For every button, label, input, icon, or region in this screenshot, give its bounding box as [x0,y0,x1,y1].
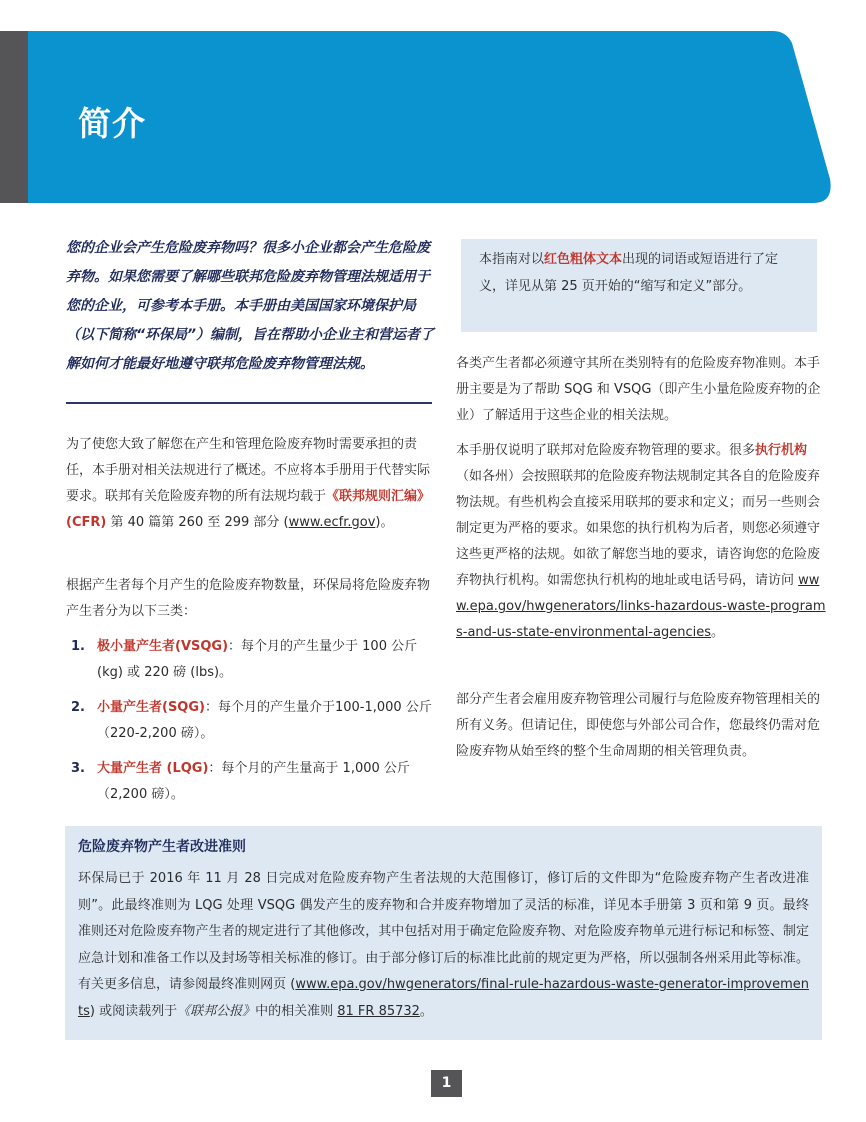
rule-box-body: 环保局已于 2016 年 11 月 28 日完成对危险废弃物产生者法规的大范围修订，修订后的文件即为“危险废弃物产生者改进准则”。此最终准则为 LQG 处理 VSQG 偶发产生的废弃物和合并废弃物增加了灵活的标准，详见本手册第 3 页和第 9 页。最终准则还对危险废弃物产生者的规定进行了其他修改，其中包括对用于确定危险废弃物、对危险废弃物单元进行标记和标签、制定应急计划和准备工作以及封场等相关标准的修订。由于部分修订后的标准比此前的规定更为严格，所以强制各州采用此等标准。有关更多信息，请参阅最终准则网页 (www.epa.gov/hwgenerators/final-rule-hazardous-waste-generator-improvements) 或阅读载列于《联邦公报》中的相关准则 81 FR 85732。 [78,871,809,1019]
list-item: 1. 极小量产生者(VSQG)：每个月的产生量少于 100 公斤 (kg) 或 220 磅 (lbs)。 [71,639,418,680]
cfr-term: 《联邦规则汇编》(CFR) [66,489,431,530]
enforcement-agency-term: 执行机构 [755,443,808,458]
lqg-term: 大量产生者 (LQG) [97,761,209,776]
rule-box-title: 危险废弃物产生者改进准则 [78,839,246,855]
category-rules-paragraph: 各类产生者都必须遵守其所在类别特有的危险废弃物准则。本手册主要是为了帮助 SQG 和 VSQG（即产生小量危险废弃物的企业）了解适用于这些企业的相关法规。 [456,356,821,423]
list-item: 3. 大量产生者 (LQG)：每个月的产生量高于 1,000 公斤（2,200 磅）。 [71,761,410,802]
generator-category-list [66,634,436,817]
header-side-tab [0,31,28,203]
sqg-term: 小量产生者(SQG) [97,700,205,715]
page-title: 简介 [78,104,146,143]
page-number: 1 [431,1070,462,1097]
definitions-note: 本指南对以红色粗体文本出现的词语或短语进行了定义，详见从第 25 页开始的“缩写和定义”部分。 [479,252,779,294]
categories-intro: 根据产生者每个月产生的危险废弃物数量，环保局将危险废弃物产生者分为以下三类： [66,578,431,619]
waste-company-paragraph: 部分产生者会雇用废弃物管理公司履行与危险废弃物管理相关的所有义务。但请记住，即使您与外部公司合作，您最终仍需对危险废弃物从始至终的整个生命周期的相关管理负责。 [456,692,821,759]
header-banner [28,31,834,203]
list-item: 2. 小量产生者(SQG)：每个月的产生量介于100-1,000 公斤（220-2,200 磅）。 [71,700,432,741]
federal-register-link[interactable]: 81 FR 85732 [337,1003,420,1019]
vsqg-term: 极小量产生者(VSQG) [97,639,229,654]
intro-paragraph: 您的企业会产生危险废弃物吗？很多小企业都会产生危险废弃物。如果您需要了解哪些联邦危险废弃物管理法规适用于您的企业，可参考本手册。本手册由美国国家环境保护局（以下简称“环保局”）编制，旨在帮助小企业主和营运者了解如何才能最好地遵守联邦危险废弃物管理法规。 [66,240,435,372]
overview-paragraph: 为了使您大致了解您在产生和管理危险废弃物时需要承担的责任，本手册对相关法规进行了概述。不应将本手册用于代替实际要求。联邦有关危险废弃物的所有法规均载于《联邦规则汇编》(CFR) 第 40 篇第 260 至 299 部分 (www.ecfr.gov)。 [66,437,431,530]
enforcement-paragraph: 本手册仅说明了联邦对危险废弃物管理的要求。很多执行机构（如各州）会按照联邦的危险废弃物法规制定其各自的危险废弃物法规。有些机构会直接采用联邦的要求和定义；而另一些则会制定更为严格的要求。如果您的执行机构为后者，则您必须遵守这些更严格的法规。如欲了解您当地的要求，请咨询您的危险废弃物执行机构。如需您执行机构的地址或电话号码，请访问 www.epa.gov/hwgenerators/links-hazardous-waste-programs-and-us-state-environmental-agencies。 [456,443,826,640]
final-rule-link[interactable]: www.epa.gov/hwgenerators/final-rule-hazardous-waste-generator-improvements [78,977,809,1019]
definitions-note-box [461,239,817,332]
ecfr-link[interactable]: www.ecfr.gov [288,515,376,530]
state-agencies-link[interactable]: www.epa.gov/hwgenerators/links-hazardous-waste-programs-and-us-state-environmental-agencies [456,573,826,640]
generator-improvements-box [65,826,822,1040]
intro-divider [66,402,432,404]
